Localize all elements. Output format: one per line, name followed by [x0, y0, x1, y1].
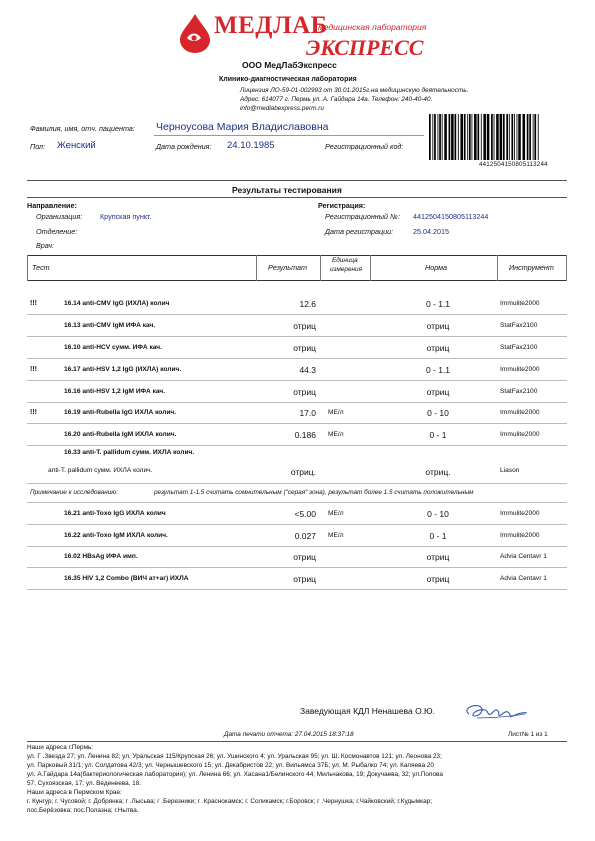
norm-value: отриц.	[425, 467, 451, 477]
instrument-value: Immulite2000	[500, 409, 540, 416]
result-value: отриц	[293, 552, 316, 562]
test-name: 16.22 anti-Toxo IgM ИХЛА колич.	[64, 532, 168, 539]
result-value: отриц	[293, 343, 316, 353]
result-value: 12.6	[299, 299, 316, 309]
logo-main-text: МЕДЛАБ	[214, 12, 328, 39]
col-header-result: Результат	[268, 263, 307, 272]
unit-value: МЕ/л	[328, 409, 344, 416]
dob-value: 24.10.1985	[227, 140, 275, 151]
col-header-unit-1: Единица	[332, 257, 358, 264]
result-value: <5.00	[294, 509, 316, 519]
col-header-norm: Норма	[425, 263, 448, 272]
perm-address-line: ул. Г .Звезда 27; ул. Ленина 82; ул. Уральская 115/Крупская 26; ул. Ушинского 4; ул. Уральская 95; ул. Ш. Космонавтов 121; ул. Леонова 23;	[27, 753, 442, 760]
test-name: 16.14 anti-CMV IgG (ИХЛА) колич	[64, 300, 170, 307]
row-divider	[27, 402, 567, 403]
reg-code-label: Регистрационный код:	[325, 142, 404, 151]
row-divider	[27, 423, 567, 424]
row-divider	[27, 380, 567, 381]
row-divider	[27, 589, 567, 590]
perm-addresses-title: Наши адреса г.Пермь:	[27, 744, 94, 751]
instrument-value: Advia Centavr 1	[500, 553, 547, 560]
table-border-left	[27, 255, 28, 281]
test-name: 16.20 anti-Rubella IgM ИХЛА колич.	[64, 431, 177, 438]
title-line-top	[27, 180, 567, 181]
instrument-value: StatFax2100	[500, 388, 538, 395]
row-divider	[27, 483, 567, 484]
referral-org: Крупская пункт.	[100, 212, 152, 221]
instrument-value: Immulite2000	[500, 300, 540, 307]
table-header-bottom	[27, 280, 567, 281]
footer-line	[27, 741, 567, 742]
address-text: Адрес: 614077 г. Пермь ул. А. Гайдара 14а. Телефон: 240-40-40.	[240, 96, 433, 103]
test-name: 16.10 anti-HCV сумм. ИФА кач.	[64, 344, 162, 351]
result-value: 0.186	[294, 430, 316, 440]
result-value: 44.3	[299, 365, 316, 375]
norm-value: 0 - 10	[427, 408, 449, 418]
row-divider	[27, 546, 567, 547]
reg-date: 25.04.2015	[413, 227, 449, 236]
norm-value: отриц	[426, 387, 450, 397]
result-value: отриц	[293, 574, 316, 584]
title-line-bottom	[27, 197, 567, 198]
dob-label: Дата рождения:	[156, 142, 212, 151]
table-col-sep-4	[497, 255, 498, 281]
row-divider	[27, 314, 567, 315]
row-divider	[27, 567, 567, 568]
logo-sub-text: ЭКСПРЕСС	[306, 35, 424, 60]
signature-title: Заведующая КДЛ Ненашева О.Ю.	[300, 706, 436, 716]
instrument-value: Immulite2000	[500, 532, 540, 539]
print-date: Дата печати отчета: 27.04.2015 18:37:18	[224, 731, 354, 738]
barcode	[427, 114, 567, 174]
test-name: 16.16 anti-HSV 1,2 IgM ИФА кач.	[64, 388, 166, 395]
barcode-number: 4412504150805113244	[479, 161, 548, 168]
note-label: Примечание к исследованию:	[30, 489, 118, 496]
email-text: info@medlabexpress.perm.ru	[240, 105, 324, 112]
norm-value: отриц	[426, 343, 450, 353]
col-header-unit-2: измерения	[330, 266, 362, 273]
norm-value: отриц	[426, 321, 450, 331]
unit-value: МЕ/л	[328, 510, 344, 517]
license-text: Лицензия ЛО-59-01-002993 от 30.01.2015г.на медицинскую деятельность.	[240, 87, 469, 94]
test-name: 16.35 HIV 1,2 Combo (ВИЧ ат+аг) ИХЛА	[64, 575, 189, 582]
referral-title: Направление:	[27, 201, 77, 210]
instrument-value: Advia Centavr 1	[500, 575, 547, 582]
patient-name: Черноусова Мария Владиславовна	[156, 121, 329, 133]
alert-mark: !!!	[30, 409, 37, 416]
test-name: 16.33 anti-T. pallidum сумм. ИХЛА колич.	[64, 449, 195, 456]
norm-value: 0 - 10	[427, 509, 449, 519]
logo-drop-icon	[178, 14, 212, 54]
test-name: 16.02 HBsAg ИФА имп.	[64, 553, 138, 560]
region-address-line: пос.Берёзовка; пос.Полазна; г.Нытва.	[27, 807, 139, 814]
perm-address-line: ул. А.Гайдара 14а(бактериологическая лаборатория); ул. Ленина 66; ул. Хасана1/Белинского 44; Мильчакова, 19; Докучаева, 32; ул.Попова	[27, 771, 443, 778]
sex-label: Пол:	[30, 142, 46, 151]
note-text: результат 1-1.5 считать сомнительным ("серая" зона), результат более 1.5 считать положительным	[154, 489, 474, 496]
instrument-value: StatFax2100	[500, 322, 538, 329]
col-header-test: Тест	[32, 263, 50, 272]
row-divider	[27, 358, 567, 359]
referral-doctor-label: Врач:	[36, 241, 55, 250]
instrument-value: Immulite2000	[500, 366, 540, 373]
registration-title: Регистрация:	[318, 201, 366, 210]
reg-number-label: Регистрационный №:	[325, 212, 400, 221]
test-name: 16.13 anti-CMV IgM ИФА кач.	[64, 322, 156, 329]
norm-value: 0 - 1.1	[425, 365, 451, 375]
unit-value: МЕ/л	[328, 431, 344, 438]
referral-org-label: Организация:	[36, 212, 83, 221]
row-divider	[27, 502, 567, 503]
result-value: отриц	[293, 321, 316, 331]
col-header-instrument: Инструмент	[509, 263, 554, 272]
barcode-image	[427, 114, 567, 160]
result-value: 17.0	[299, 408, 316, 418]
table-border-right	[566, 255, 567, 281]
logo-tagline: медицинская лаборатория	[318, 22, 427, 32]
table-col-sep-2	[320, 255, 321, 281]
alert-mark: !!!	[30, 300, 37, 307]
sex-value: Женский	[57, 140, 96, 151]
test-name: anti-T. pallidum сумм. ИХЛА колич.	[48, 467, 153, 474]
reg-date-label: Дата регистрации:	[325, 227, 394, 236]
row-divider	[27, 445, 567, 446]
test-name: 16.21 anti-Toxo IgG ИХЛА колич	[64, 510, 166, 517]
instrument-value: Immulite2000	[500, 510, 540, 517]
handwritten-signature	[463, 698, 533, 724]
row-divider	[27, 336, 567, 337]
result-value: отриц	[293, 387, 316, 397]
row-divider	[27, 524, 567, 525]
region-address-line: г. Кунгур; г. Чусовой; г. Добрянка; г .Лысьва; г .Березники; г .Краснокамск; г. Соликамск; г.Боровск; г .Чернушка; г.Чайковский; г.Кудымкар;	[27, 798, 432, 805]
norm-value: отриц	[426, 552, 450, 562]
region-addresses-title: Наши адреса в Пермском Крае:	[27, 789, 122, 796]
patient-name-underline	[154, 135, 424, 136]
norm-value: отриц	[426, 574, 450, 584]
perm-address-line: 57, Сухоязская, 17; ул. Веденеева, 18.	[27, 780, 142, 787]
perm-address-line: ул. Парковый 31/1; ул. Солдатова 42/3; ул. Чернышевского 15; ул. Декабристов 22; ул. Вильямса 37Б; ул. М. Рыбалко 74; ул. Каляева 20	[27, 762, 434, 769]
logo	[178, 12, 438, 60]
test-name: 16.17 anti-HSV 1,2 IgG (ИХЛА) колич.	[64, 366, 182, 373]
norm-value: 0 - 1	[429, 531, 447, 541]
page-number: Лист№ 1 из 1	[508, 731, 548, 738]
patient-name-label: Фамилия, имя, отч. пациента:	[30, 124, 135, 133]
org-name: ООО МедЛабЭкспресс	[242, 60, 337, 70]
reg-number: 4412504150805113244	[413, 212, 489, 221]
test-name: 16.19 anti-Rubella IgG ИХЛА колич.	[64, 409, 177, 416]
result-value: 0.027	[294, 531, 316, 541]
unit-value: МЕ/л	[328, 532, 344, 539]
result-value: отриц.	[290, 467, 316, 477]
alert-mark: !!!	[30, 366, 37, 373]
lab-name: Клинико-диагностическая лаборатория	[219, 76, 357, 83]
table-col-sep-1	[256, 255, 257, 281]
instrument-value: Immulite2000	[500, 431, 540, 438]
norm-value: 0 - 1.1	[425, 299, 451, 309]
referral-dept-label: Отделение:	[36, 227, 78, 236]
table-col-sep-3	[370, 255, 371, 281]
results-title: Результаты тестирования	[232, 185, 342, 195]
norm-value: 0 - 1	[429, 430, 447, 440]
instrument-value: Liason	[500, 467, 520, 474]
table-header-top	[27, 255, 567, 256]
instrument-value: StatFax2100	[500, 344, 538, 351]
